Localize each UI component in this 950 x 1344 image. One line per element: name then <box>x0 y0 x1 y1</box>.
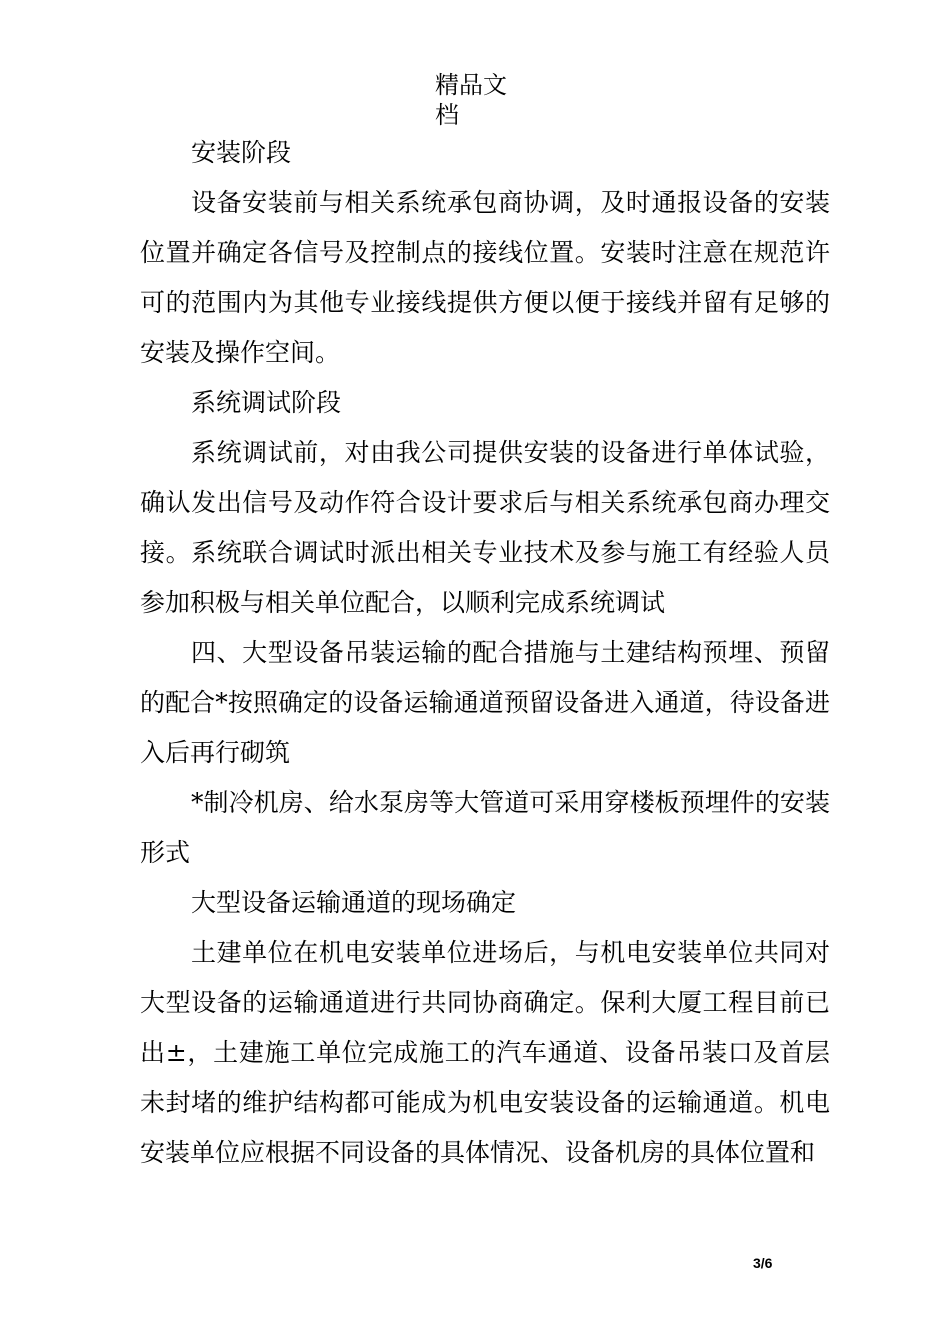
paragraph-transport-channel: 土建单位在机电安装单位进场后，与机电安装单位共同对大型设备的运输通道进行共同协商确定。保利大厦工程目前已出±，土建施工单位完成施工的汽车通道、设备吊装口及首层未封堵的维护结构都可能成为机电安装设备的运输通道。机电安装单位应根据不同设备的具体情况、设备机房的具体位置和 <box>140 938 830 1167</box>
document-body <box>140 128 830 1178</box>
section-heading-debugging: 系统调试阶段 <box>191 388 342 417</box>
page-number: 3/6 <box>753 1255 773 1271</box>
paragraph-debugging: 系统调试前，对由我公司提供安装的设备进行单体试验，确认发出信号及动作符合设计要求后与相关系统承包商办理交接。系统联合调试时派出相关专业技术及参与施工有经验人员参加积极与相关单位配合，以顺利完成系统调试 <box>140 438 830 617</box>
paragraph-installation: 设备安装前与相关系统承包商协调，及时通报设备的安装位置并确定各信号及控制点的接线位置。安装时注意在规范许可的范围内为其他专业接线提供方便以便于接线并留有足够的安装及操作空间。 <box>140 188 830 367</box>
section-heading-transport-channel: 大型设备运输通道的现场确定 <box>191 888 517 917</box>
page-header-title: 精品文档 <box>435 71 507 129</box>
section-heading-installation: 安装阶段 <box>191 138 292 167</box>
paragraph-large-equipment-measures: 四、大型设备吊装运输的配合措施与土建结构预埋、预留的配合*按照确定的设备运输通道预留设备进入通道，待设备进入后再行砌筑 <box>140 638 830 767</box>
paragraph-embedded-parts: *制冷机房、给水泵房等大管道可采用穿楼板预埋件的安装形式 <box>140 788 830 867</box>
